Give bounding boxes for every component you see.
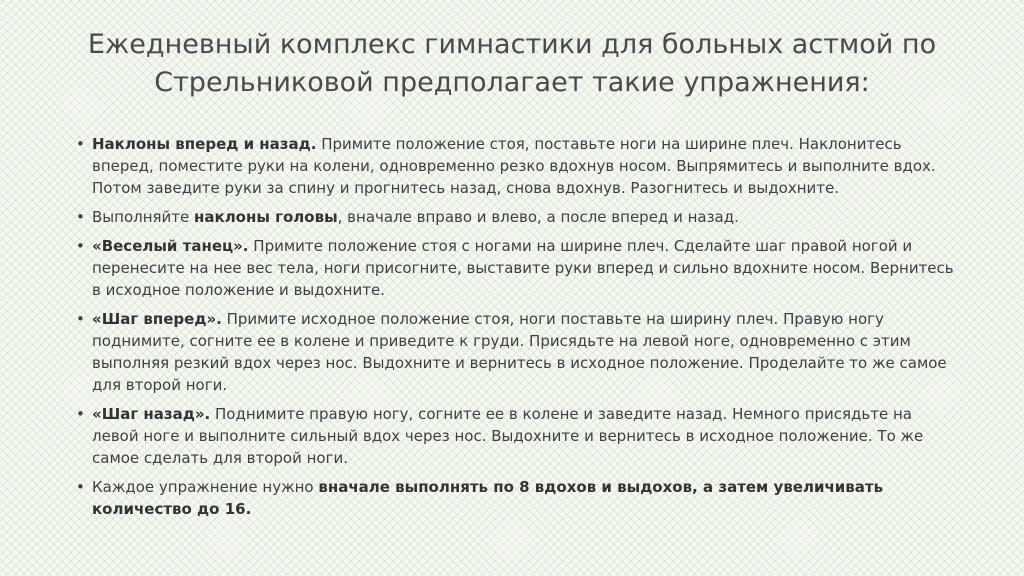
bullet-dot-icon: • <box>76 310 85 328</box>
bullet-bold-text: «Шаг назад». <box>92 405 211 423</box>
bullet-dot-icon: • <box>76 405 85 423</box>
bullet-item-2 <box>76 206 956 228</box>
bullet-dot-icon: • <box>76 237 85 255</box>
bullet-text: Примите положение стоя с ногами на ширине плеч. Сделайте шаг правой ногой и перенесите на нее вес тела, ноги присогните, выставите руки вперед и сильно вдохните носом. Вернитесь в исходное положение и выдохните. <box>92 237 954 299</box>
bullet-text: Примите положение стоя, поставьте ноги на ширине плеч. Наклонитесь вперед, поместите руки на колени, одновременно резко вдохнув носом. Выпрямитесь и выполните вдох. Потом заведите руки за спину и прогнитесь назад, снова вдохнув. Разогнитесь и выдохните. <box>92 135 936 197</box>
bullet-bold-text: наклоны головы <box>194 208 338 226</box>
bullet-dot-icon: • <box>76 208 85 226</box>
bullet-list <box>76 133 956 527</box>
bullet-item-4 <box>76 308 956 396</box>
bullet-item-6 <box>76 476 956 520</box>
bullet-text: Примите исходное положение стоя, ноги поставьте на ширину плеч. Правую ногу поднимите, согните ее в колене и приведите к груди. Присядьте на левой ноге, одновременно с этим выполняя резкий вдох через нос. Выдохните и вернитесь в исходное положение. Проделайте то же самое для второй ноги. <box>92 310 947 394</box>
bullet-item-5 <box>76 403 956 469</box>
bullet-dot-icon: • <box>76 135 85 153</box>
bullet-item-3 <box>76 235 956 301</box>
bullet-text: Поднимите правую ногу, согните ее в колене и заведите назад. Немного присядьте на левой ноге и выполните сильный вдох через нос. Выдохните и вернитесь в исходное положение. То же самое сделать для второй ноги. <box>92 405 924 467</box>
bullet-pre-text: Каждое упражнение нужно <box>92 478 319 496</box>
bullet-pre-text: Выполняйте <box>92 208 195 226</box>
bullet-bold-text: вначале выполнять по 8 вдохов и выдохов, а затем увеличивать количество до 16. <box>92 478 884 518</box>
bullet-item-1 <box>76 133 956 199</box>
bullet-bold-text: «Веселый танец». <box>92 237 249 255</box>
slide-title-line-1: Ежедневный комплекс гимнастики для больных астмой по <box>87 29 937 60</box>
bullet-dot-icon: • <box>76 478 85 496</box>
bullet-text: , вначале вправо и влево, а после вперед и назад. <box>337 208 739 226</box>
slide-title <box>40 26 984 102</box>
bullet-bold-text: «Шаг вперед». <box>92 310 222 328</box>
slide-title-line-2: Стрельниковой предполагает такие упражнения: <box>154 67 870 98</box>
bullet-bold-text: Наклоны вперед и назад. <box>92 135 317 153</box>
